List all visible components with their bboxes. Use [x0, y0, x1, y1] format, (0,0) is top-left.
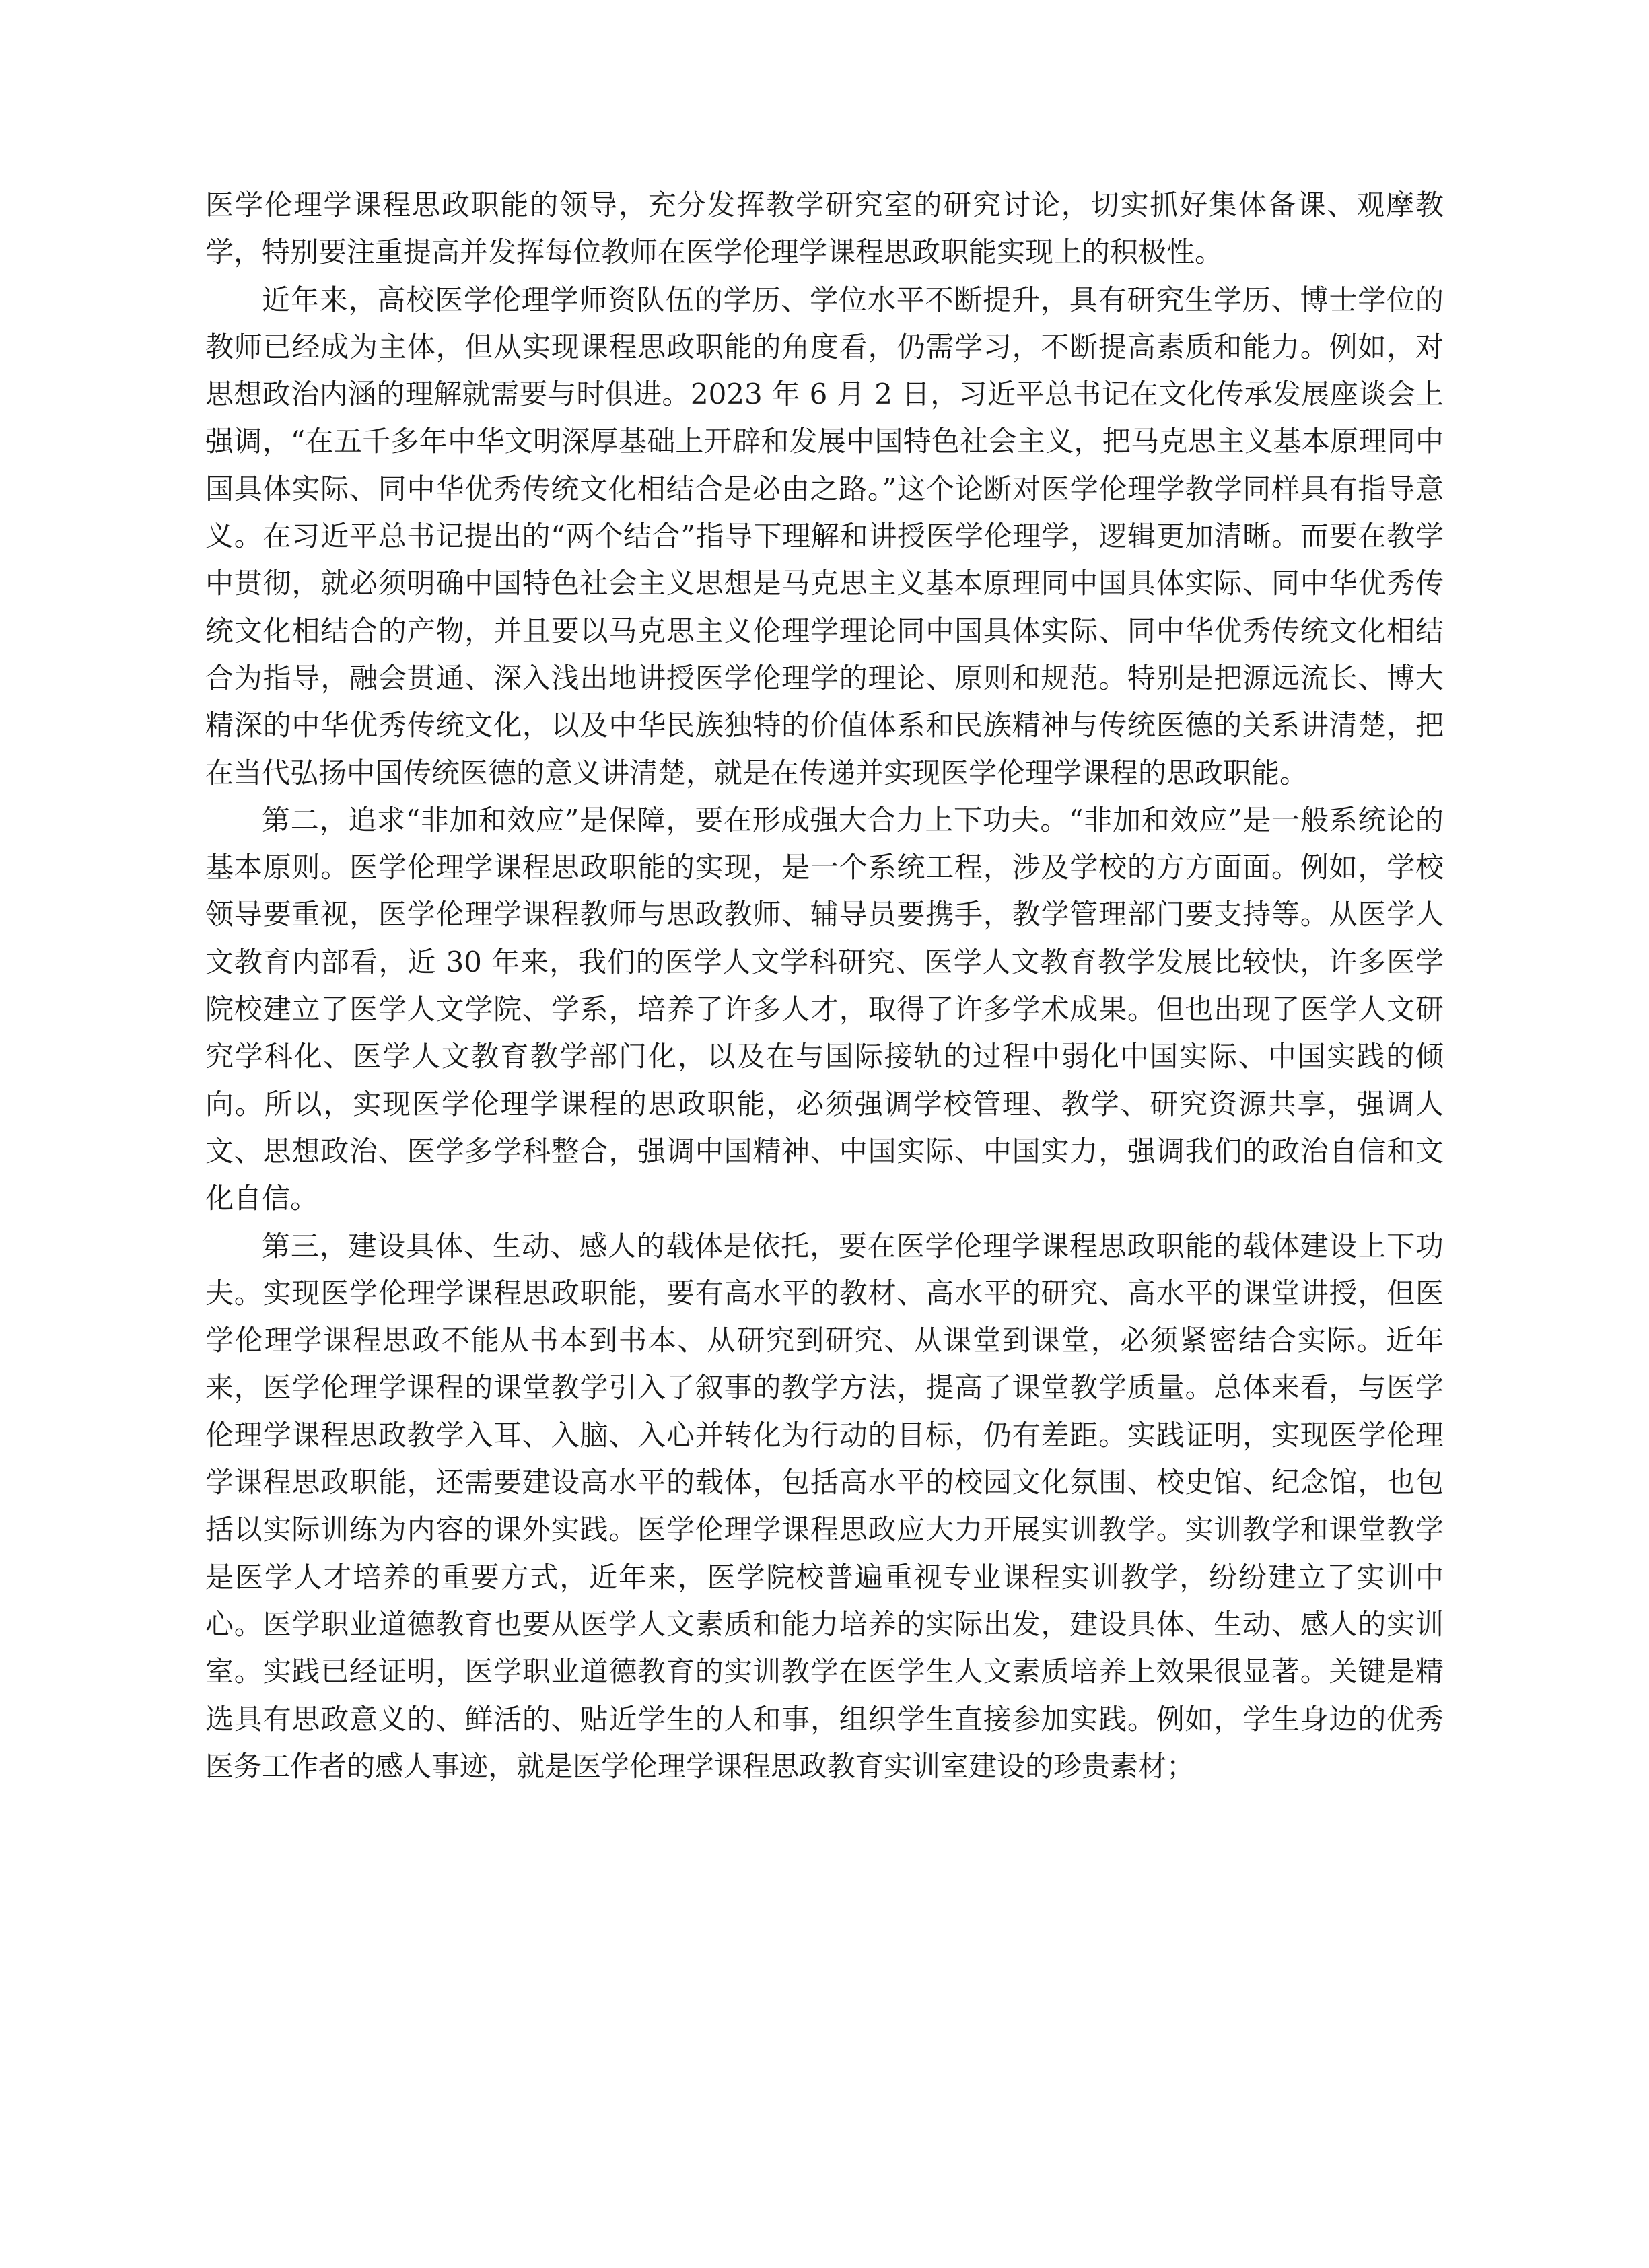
- document-page: [205, 182, 1444, 1790]
- paragraph-faculty-quality: 近年来，高校医学伦理学师资队伍的学历、学位水平不断提升，具有研究生学历、博士学位的教师已经成为主体，但从实现课程思政职能的角度看，仍需学习，不断提高素质和能力。例如，对思想政治内涵的理解就需要与时俱进。2023 年 6 月 2 日，习近平总书记在文化传承发展座谈会上强调，“在五千多年中华文明深厚基础上开辟和发展中国特色社会主义，把马克思主义基本原理同中国具体实际、同中华优秀传统文化相结合是必由之路。”这个论断对医学伦理学教学同样具有指导意义。在习近平总书记提出的“两个结合”指导下理解和讲授医学伦理学，逻辑更加清晰。而要在教学中贯彻，就必须明确中国特色社会主义思想是马克思主义基本原理同中国具体实际、同中华优秀传统文化相结合的产物，并且要以马克思主义伦理学理论同中国具体实际、同中华优秀传统文化相结合为指导，融会贯通、深入浅出地讲授医学伦理学的理论、原则和规范。特别是把源远流长、博大精深的中华优秀传统文化，以及中华民族独特的价值体系和民族精神与传统医德的关系讲清楚，把在当代弘扬中国传统医德的意义讲清楚，就是在传递并实现医学伦理学课程的思政职能。: [205, 283, 1444, 789]
- paragraph-third-point: 第三，建设具体、生动、感人的载体是依托，要在医学伦理学课程思政职能的载体建设上下功夫。实现医学伦理学课程思政职能，要有高水平的教材、高水平的研究、高水平的课堂讲授，但医学伦理学课程思政不能从书本到书本、从研究到研究、从课堂到课堂，必须紧密结合实际。近年来，医学伦理学课程的课堂教学引入了叙事的教学方法，提高了课堂教学质量。总体来看，与医学伦理学课程思政教学入耳、入脑、入心并转化为行动的目标，仍有差距。实践证明，实现医学伦理学课程思政职能，还需要建设高水平的载体，包括高水平的校园文化氛围、校史馆、纪念馆，也包括以实际训练为内容的课外实践。医学伦理学课程思政应大力开展实训教学。实训教学和课堂教学是医学人才培养的重要方式，近年来，医学院校普遍重视专业课程实训教学，纷纷建立了实训中心。医学职业道德教育也要从医学人文素质和能力培养的实际出发，建设具体、生动、感人的实训室。实践已经证明，医学职业道德教育的实训教学在医学生人文素质培养上效果很显著。关键是精选具有思政意义的、鲜活的、贴近学生的人和事，组织学生直接参加实践。例如，学生身边的优秀医务工作者的感人事迹，就是医学伦理学课程思政教育实训室建设的珍贵素材；: [205, 1229, 1444, 1783]
- paragraph-continuation: 医学伦理学课程思政职能的领导，充分发挥教学研究室的研究讨论，切实抓好集体备课、观摩教学，特别要注重提高并发挥每位教师在医学伦理学课程思政职能实现上的积极性。: [205, 188, 1444, 269]
- paragraph-second-point: 第二，追求“非加和效应”是保障，要在形成强大合力上下功夫。“非加和效应”是一般系统论的基本原则。医学伦理学课程思政职能的实现，是一个系统工程，涉及学校的方方面面。例如，学校领导要重视，医学伦理学课程教师与思政教师、辅导员要携手，教学管理部门要支持等。从医学人文教育内部看，近 30 年来，我们的医学人文学科研究、医学人文教育教学发展比较快，许多医学院校建立了医学人文学院、学系，培养了许多人才，取得了许多学术成果。但也出现了医学人文研究学科化、医学人文教育教学部门化，以及在与国际接轨的过程中弱化中国实际、中国实践的倾向。所以，实现医学伦理学课程的思政职能，必须强调学校管理、教学、研究资源共享，强调人文、思想政治、医学多学科整合，强调中国精神、中国实际、中国实力，强调我们的政治自信和文化自信。: [205, 803, 1444, 1215]
